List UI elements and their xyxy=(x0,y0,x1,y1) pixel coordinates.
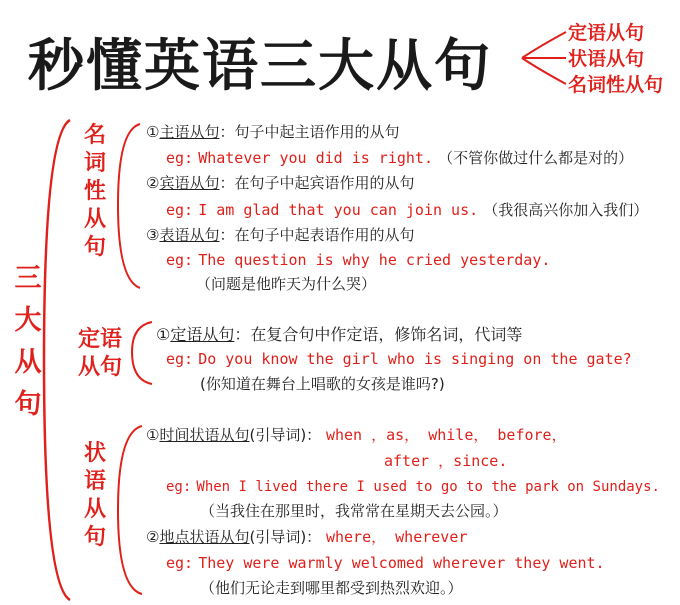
object-clause-heading: ②宾语从句：在句子中起宾语作用的从句 xyxy=(146,174,415,192)
attributive-clause-heading: ①定语从句：在复合句中作定语，修饰名词，代词等 xyxy=(156,325,523,344)
right-label-attributive: 定语从句 xyxy=(568,22,645,44)
time-clause-connectives-2: after ，since. xyxy=(384,452,508,470)
attributive-clause-label: 定语 从句 xyxy=(77,327,122,380)
place-clause-translation: （他们无论走到哪里都受到热烈欢迎。） xyxy=(200,579,463,597)
time-clause-name: 时间状语从句 xyxy=(159,426,250,444)
subject-clause-heading: ①主语从句：句子中起主语作用的从句 xyxy=(146,123,400,141)
time-clause-heading: ①时间状语从句(引导词)： when ，as， while， before， xyxy=(146,426,567,444)
attributive-clause-example: eg: Do you know the girl who is singing on the gate? xyxy=(166,350,632,368)
attributive-clause-name: 定语从句 xyxy=(170,325,235,344)
object-clause-example: eg: I am glad that you can join us. （我很高兴你加入我们） xyxy=(166,201,649,219)
page-title: 秒懂英语三大从句 xyxy=(28,34,492,99)
place-clause-connectives: where， wherever xyxy=(325,528,468,546)
predicative-clause-name: 表语从句 xyxy=(159,226,220,244)
right-label-noun: 名词性从句 xyxy=(568,74,664,96)
adverbial-clause-label: 状 语 从 句 xyxy=(83,441,106,550)
attributive-clause-translation: (你知道在舞台上唱歌的女孩是谁吗?) xyxy=(200,375,445,393)
time-clause-connectives: when ，as， while， before， xyxy=(325,426,567,444)
root-label: 三 大 从 句 xyxy=(14,263,42,420)
subject-clause-name: 主语从句 xyxy=(159,123,220,141)
predicative-clause-heading: ③表语从句：在句子中起表语作用的从句 xyxy=(146,226,415,244)
subject-clause-example: eg: Whatever you did is right. （不管你做过什么都是对的） xyxy=(166,149,634,167)
noun-clause-label: 名 词 性 从 句 xyxy=(83,123,106,260)
predicative-clause-translation: （问题是他昨天为什么哭） xyxy=(196,275,377,293)
object-clause-name: 宾语从句 xyxy=(159,174,220,192)
time-clause-translation: （当我住在那里时，我常常在星期天去公园。） xyxy=(200,502,508,520)
right-label-adverbial: 状语从句 xyxy=(568,48,645,70)
predicative-clause-example: eg: The question is why he cried yesterday. xyxy=(166,251,551,269)
time-clause-example: eg: When I lived there I used to go to the park on Sundays. xyxy=(166,479,660,495)
place-clause-name: 地点状语从句 xyxy=(159,528,250,546)
place-clause-example: eg: They were warmly welcomed wherever they went. xyxy=(166,554,605,572)
place-clause-heading: ②地点状语从句(引导词)： where， wherever xyxy=(146,528,468,546)
